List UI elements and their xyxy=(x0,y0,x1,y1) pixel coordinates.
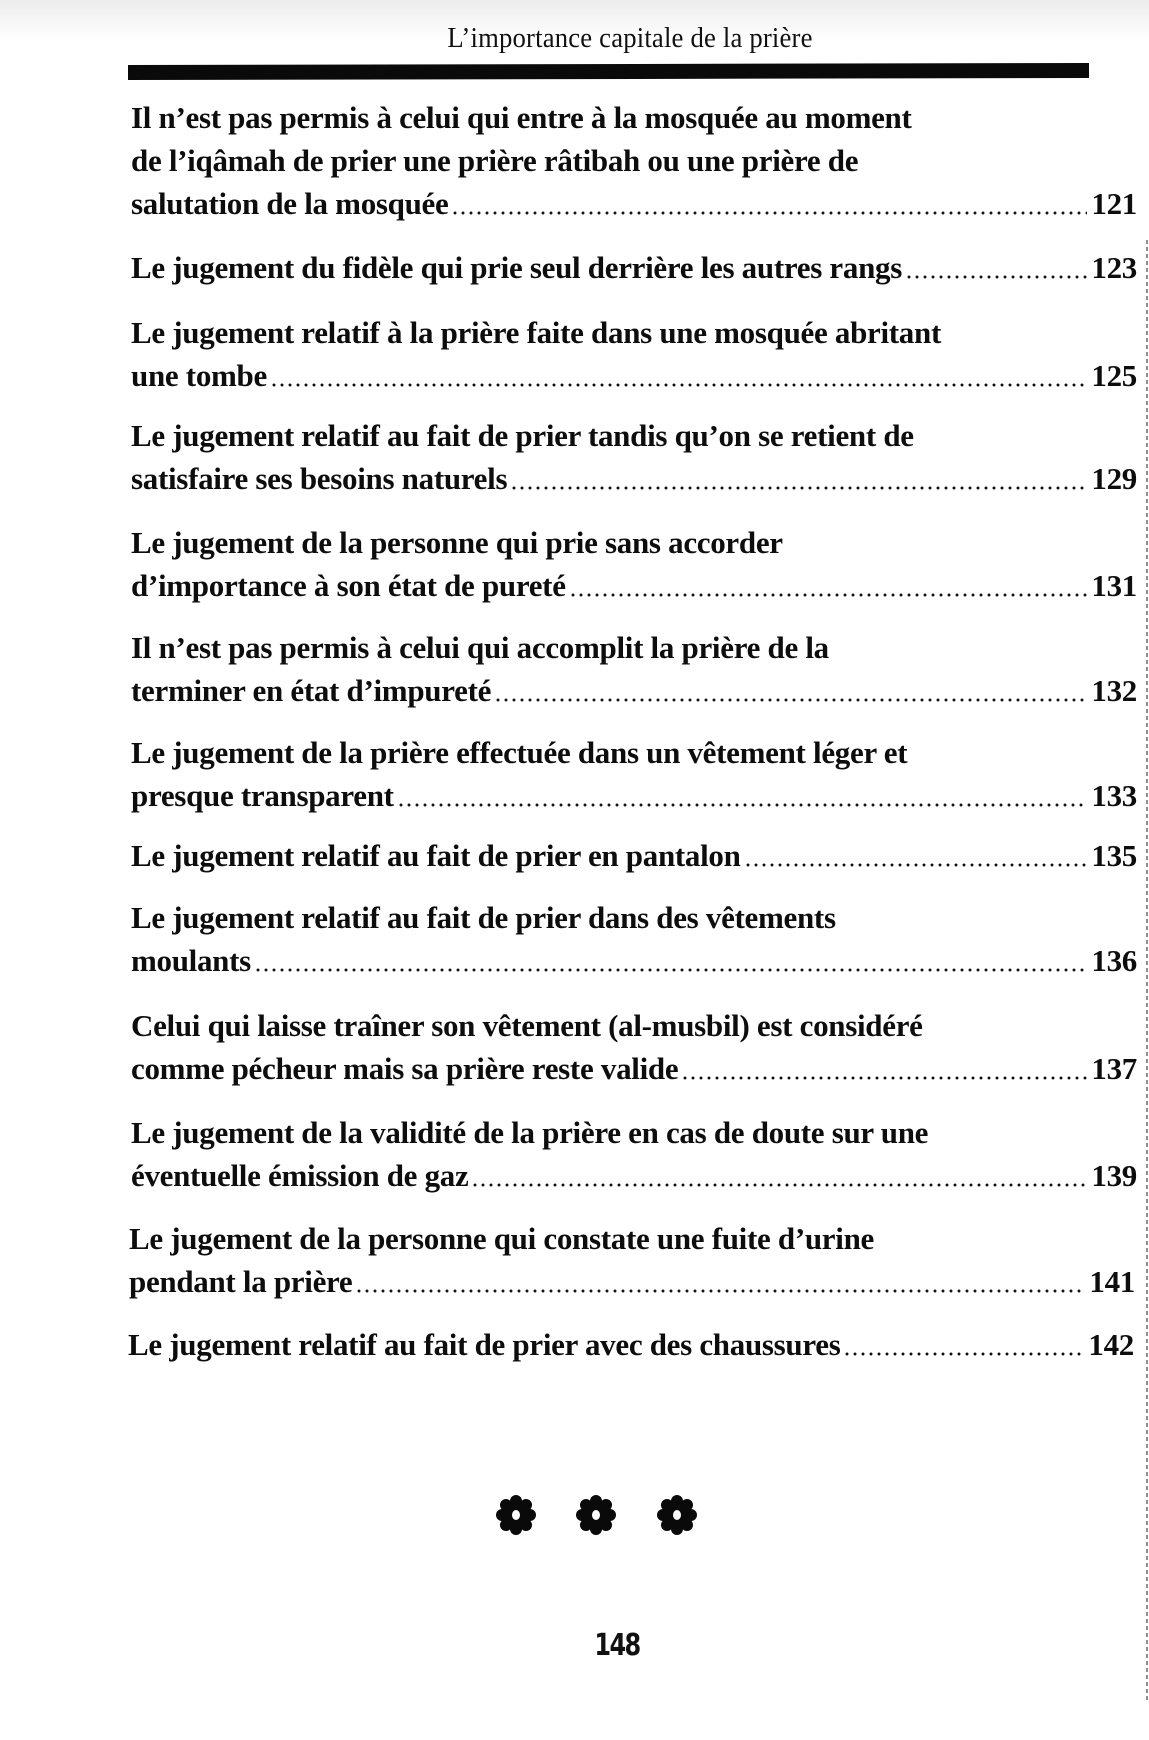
toc-entry-text: terminer en état d’impureté xyxy=(131,673,492,708)
toc-entry[interactable] xyxy=(131,414,1137,500)
toc-entry[interactable] xyxy=(131,1111,1137,1197)
dot-leader xyxy=(843,1352,1084,1356)
toc-page-number: 142 xyxy=(1088,1327,1134,1362)
toc-entry[interactable] xyxy=(131,834,1137,877)
toc-page-number: 137 xyxy=(1091,1051,1137,1086)
toc-entry-text: Le jugement de la personne qui constate une fuite d’urine xyxy=(129,1221,874,1256)
dot-leader xyxy=(510,486,1087,490)
dot-leader xyxy=(355,1289,1085,1293)
dot-leader xyxy=(494,698,1087,702)
toc-entry[interactable] xyxy=(131,96,1137,225)
toc-entry-text: Le jugement relatif au fait de prier avec des chaussures xyxy=(128,1327,841,1362)
toc-entry-text: presque transparent xyxy=(131,778,394,813)
dot-leader xyxy=(451,211,1087,215)
toc-entry-text: Le jugement relatif à la prière faite dans une mosquée abritant xyxy=(131,315,941,350)
toc-page-number: 123 xyxy=(1091,250,1137,285)
toc-page-number: 139 xyxy=(1091,1158,1137,1193)
toc-entry-text: de l’iqâmah de prier une prière râtibah ou une prière de xyxy=(131,143,859,178)
toc-entry[interactable] xyxy=(128,1323,1134,1366)
running-head: L’importance capitale de la prière xyxy=(447,22,813,54)
toc-entry[interactable] xyxy=(131,731,1137,817)
toc-page-number: 133 xyxy=(1091,778,1137,813)
toc-entry[interactable] xyxy=(131,1004,1137,1090)
toc-entry-text: Celui qui laisse traîner son vêtement (al-musbil) est considéré xyxy=(131,1008,923,1043)
scan-edge-line xyxy=(1146,240,1148,1700)
toc-entry[interactable] xyxy=(129,1217,1135,1303)
dot-leader xyxy=(905,275,1087,279)
toc-entry-text: satisfaire ses besoins naturels xyxy=(131,461,508,496)
toc-entry-text: salutation de la mosquée xyxy=(131,186,449,221)
toc-entry[interactable] xyxy=(131,246,1137,289)
toc-entry-text: Le jugement de la personne qui prie sans accorder xyxy=(131,525,783,560)
toc-entry-text: Le jugement relatif au fait de prier tandis qu’on se retient de xyxy=(131,418,914,453)
toc-page-number: 132 xyxy=(1091,673,1137,708)
toc-entry-text: Le jugement de la validité de la prière en cas de doute sur une xyxy=(131,1115,929,1150)
toc-entry-text: Le jugement relatif au fait de prier en pantalon xyxy=(131,838,741,873)
toc-page-number: 135 xyxy=(1091,838,1137,873)
toc-page-number: 121 xyxy=(1091,186,1137,221)
toc-entry[interactable] xyxy=(131,896,1137,982)
toc-entry[interactable] xyxy=(131,311,1137,397)
toc-page-number: 136 xyxy=(1091,943,1137,978)
toc-entry-text: une tombe xyxy=(131,358,267,393)
dot-leader xyxy=(397,803,1088,807)
flower-fleuron-icon xyxy=(495,1494,537,1536)
toc-entry-text: Il n’est pas permis à celui qui accomplit la prière de la xyxy=(131,630,829,665)
page-number: 148 xyxy=(594,1628,640,1663)
dot-leader xyxy=(254,968,1087,972)
flower-fleuron-icon xyxy=(575,1494,617,1536)
dot-leader xyxy=(744,863,1088,867)
toc-entry-text: moulants xyxy=(131,943,251,978)
toc-entry-text: Le jugement de la prière effectuée dans un vêtement léger et xyxy=(131,735,908,770)
toc-entry-text: comme pécheur mais sa prière reste valide xyxy=(131,1051,679,1086)
toc-entry-text: Le jugement relatif au fait de prier dans des vêtements xyxy=(131,900,836,935)
toc-entry[interactable] xyxy=(131,521,1137,607)
section-end-ornament xyxy=(0,1494,1149,1538)
toc-entry-text: Le jugement du fidèle qui prie seul derrière les autres rangs xyxy=(131,250,902,285)
dot-leader xyxy=(569,593,1088,597)
toc-page-number: 129 xyxy=(1091,461,1137,496)
toc-entry-text: pendant la prière xyxy=(129,1264,353,1299)
flower-fleuron-icon xyxy=(656,1494,698,1536)
dot-leader xyxy=(681,1076,1087,1080)
toc-page-number: 125 xyxy=(1091,358,1137,393)
toc-entry-text: d’importance à son état de pureté xyxy=(131,568,566,603)
toc-page-number: 131 xyxy=(1091,568,1137,603)
toc-entry-text: Il n’est pas permis à celui qui entre à la mosquée au moment xyxy=(131,100,912,135)
toc-entry-text: éventuelle émission de gaz xyxy=(131,1158,469,1193)
toc-page-number: 141 xyxy=(1089,1264,1135,1299)
dot-leader xyxy=(270,383,1087,387)
dot-leader xyxy=(471,1183,1087,1187)
toc-entry[interactable] xyxy=(131,626,1137,712)
